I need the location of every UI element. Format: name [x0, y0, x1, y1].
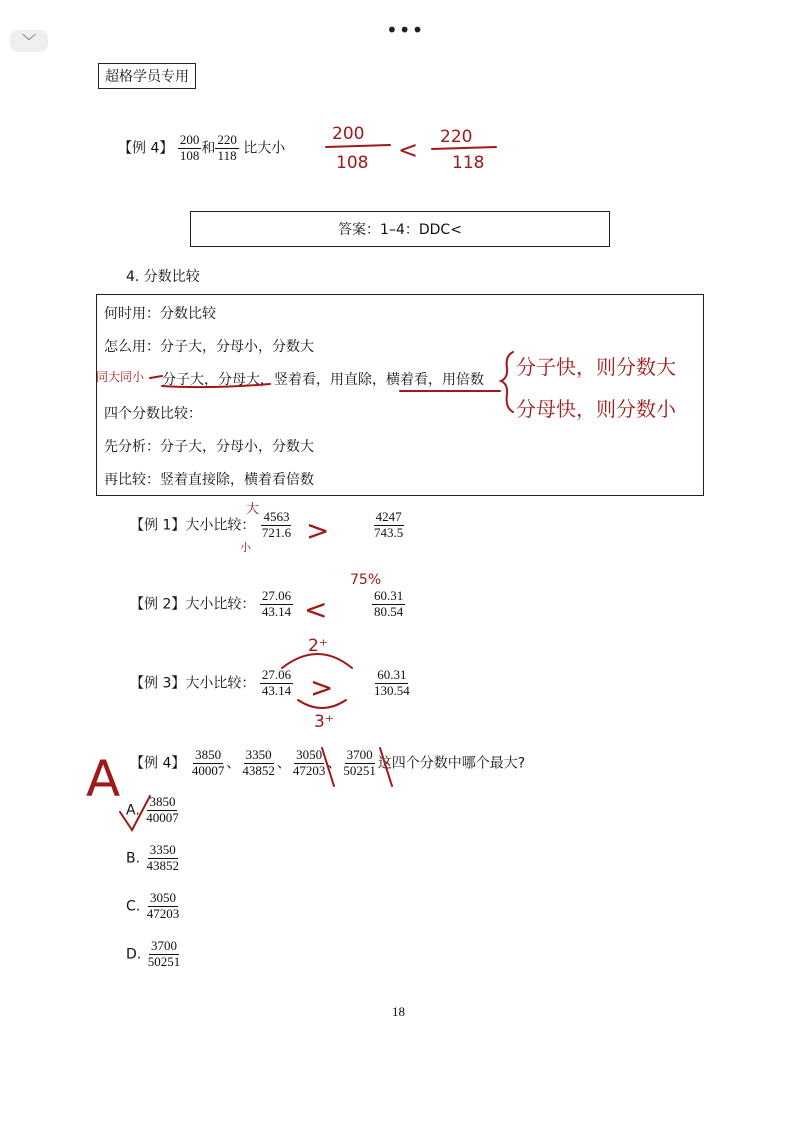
example-4-fraction-1: $\frac{3850}{40007}$ [191, 747, 225, 778]
ink-intro-num-b: 220 [440, 127, 473, 147]
option-d-fraction: $\frac{3700}{50251}$ [147, 938, 181, 969]
example-3-fraction-a: $\frac{27.06}{43.14}$ [261, 667, 292, 698]
example-4-question: 这四个分数中哪个最大? [377, 755, 526, 772]
rule-line3-b: 竖着看，用直除， [274, 372, 386, 388]
option-letter: B. [126, 850, 141, 867]
rule-then: 再比较：竖着直接除，横着看倍数 [104, 472, 314, 488]
rule-when: 何时用：分数比较 [104, 306, 216, 322]
ink-ex4-answer: A [86, 750, 121, 808]
student-tag: 超格学员专用 [98, 63, 196, 89]
option-a-fraction: $\frac{3850}{40007}$ [146, 794, 179, 825]
ink-ex1-sign: > [306, 514, 330, 547]
ink-fraction-bar-a [326, 145, 390, 147]
intro-fraction-b: $\frac{220}{118}$ [217, 132, 237, 163]
rule-first: 先分析：分子大，分母小，分数大 [104, 439, 314, 455]
example-1-label: 【例 1】大小比较： [130, 517, 256, 534]
ink-right-top: 分子快，则分数大 [516, 355, 676, 379]
ink-intro-num-a: 200 [332, 124, 365, 144]
option-b-fraction: $\frac{3350}{43852}$ [146, 842, 180, 873]
rule-four: 四个分数比较： [104, 406, 202, 422]
example-2-label: 【例 2】大小比较： [130, 596, 256, 613]
checkmark-icon [120, 796, 150, 830]
answer-text: 答案：1–4：DDC< [338, 222, 462, 238]
ink-intro-den-b: 118 [452, 153, 485, 173]
example-4-fraction-4: $\frac{3700}{50251}$ [343, 747, 376, 778]
option-letter: D. [126, 946, 142, 963]
ink-ex3-top: 2⁺ [308, 636, 328, 656]
ink-arrow-line [150, 376, 162, 378]
page-number: 18 [392, 1004, 405, 1019]
example-4-label: 【例 4】 [130, 755, 186, 772]
rule-line3-c: 横着看， [386, 372, 442, 388]
ink-ex1-big: 大 [246, 502, 260, 517]
more-options-icon[interactable]: ••• [386, 18, 425, 42]
example-1-fraction-a: $\frac{4563}{721.6}$ [261, 509, 292, 540]
example-4-fraction-3: $\frac{3050}{47203}$ [292, 747, 326, 778]
sep: 、 [327, 755, 342, 772]
rule-how: 怎么用：分子大，分母小，分数大 [104, 339, 314, 355]
ink-right-bottom: 分母快，则分数小 [516, 397, 676, 421]
ink-strike-4 [380, 748, 392, 786]
ink-arc-top [282, 654, 352, 668]
ink-fraction-bar-b [432, 147, 496, 149]
ink-strike-3 [322, 748, 334, 786]
example-2-fraction-a: $\frac{27.06}{43.14}$ [261, 588, 292, 619]
ink-brace [501, 352, 513, 412]
intro-conj: 和 [201, 140, 216, 157]
ink-intro-den-a: 108 [336, 153, 369, 173]
intro-example-label: 【例 4】 [118, 140, 174, 157]
chevron-down-icon: ﹀ [22, 34, 36, 50]
ink-intro-sign: < [398, 136, 419, 164]
example-4-fraction-2: $\frac{3350}{43852}$ [242, 747, 275, 778]
ink-ex3-sign: > [310, 671, 334, 704]
ink-ex1-small: 小 [240, 541, 251, 554]
ink-ex2-sign: < [304, 593, 328, 626]
option-letter: A. [126, 802, 140, 819]
option-c-fraction: $\frac{3050}{47203}$ [146, 890, 180, 921]
example-3-fraction-b: $\frac{60.31}{130.54}$ [373, 667, 410, 698]
option-letter: C. [126, 898, 141, 915]
rule-line3-d: 用倍数 [442, 372, 484, 388]
example-2-fraction-b: $\frac{60.31}{80.54}$ [373, 588, 404, 619]
ink-left-note: 同大同小 [96, 370, 145, 384]
sep: 、 [226, 755, 241, 772]
rule-line3-a: 分子大，分母大， [162, 372, 274, 388]
example-1-fraction-b: $\frac{4247}{743.5}$ [373, 509, 404, 540]
intro-suffix: 比大小 [243, 140, 286, 157]
section-title: 4. 分数比较 [126, 269, 200, 285]
ink-underline-1 [162, 384, 270, 387]
ink-ex2-pct: 75% [350, 572, 382, 588]
ink-ex3-bottom: 3⁺ [314, 712, 334, 732]
example-3-label: 【例 3】大小比较： [130, 675, 256, 692]
sep: 、 [276, 755, 291, 772]
intro-fraction-a: $\frac{200}{108}$ [179, 132, 200, 163]
